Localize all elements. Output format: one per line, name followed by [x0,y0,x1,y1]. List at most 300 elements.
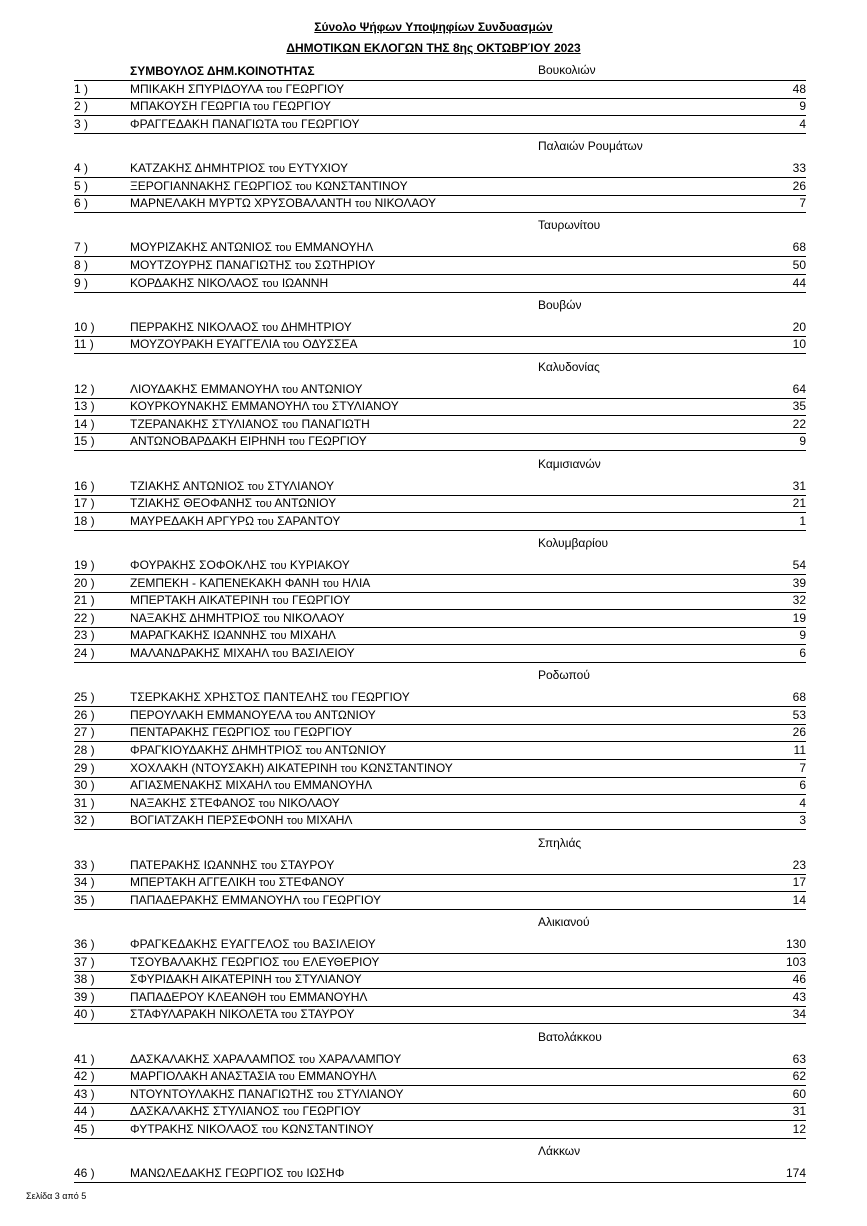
row-number: 46 ) [74,1166,95,1181]
candidate-surname: ΜΠΙΚΑΚΗ ΣΠΥΡΙΔΟΥΛΑ [130,81,263,96]
father-name: ΓΕΩΡΓΙΟΥ [291,593,351,608]
vote-count: 60 [792,1086,806,1101]
father-name: ΚΩΝΣΤΑΝΤΙΝΟΥ [360,760,453,775]
row-number: 8 ) [74,258,89,272]
vote-count: 68 [792,690,806,705]
father-connector: του [263,612,280,625]
row-number: 20 ) [74,575,95,590]
row-number: 10 ) [74,319,95,334]
father-connector: του [269,991,286,1004]
vote-count: 50 [792,258,806,272]
candidate-surname: ΜΑΡΝΕΛΑΚΗ ΜΥΡΤΩ ΧΡΥΣΟΒΑΛΑΝΤΗ [130,196,352,211]
vote-count: 33 [792,161,806,175]
vote-count: 14 [792,892,806,907]
table-row [74,688,806,707]
father-name: ΒΑΣΙΛΕΙΟΥ [291,646,355,660]
candidate-name [130,415,370,434]
candidate-name [130,1067,376,1086]
candidate-name [130,723,352,742]
region-label: Βουβών [538,297,582,312]
father-name: ΜΙΧΑΗΛ [289,628,336,643]
row-number: 9 ) [74,275,89,290]
vote-count: 22 [792,416,806,431]
candidate-surname: ΠΑΠΑΔΕΡΑΚΗΣ ΕΜΜΑΝΟΥΗΛ [130,892,300,907]
table-row [74,723,806,742]
table-row [74,256,806,275]
table-row [74,177,806,196]
row-number: 31 ) [74,795,95,810]
father-name: ΔΗΜΗΤΡΙΟΥ [280,319,352,334]
candidate-name [130,873,344,892]
table-row [74,811,806,830]
candidate-surname: ΣΦΥΡΙΔΑΚΗ ΑΙΚΑΤΕΡΙΝΗ [130,972,272,987]
father-connector: του [268,163,285,175]
row-number: 19 ) [74,558,95,572]
table-row [74,873,806,892]
row-number: 30 ) [74,778,95,793]
father-name: ΚΩΝΣΤΑΝΤΙΝΟΥ [281,1122,374,1136]
row-number: 23 ) [74,628,95,643]
table-row [74,644,806,663]
father-connector: του [272,595,289,608]
candidate-surname: ΧΟΧΛΑΚΗ (ΝΤΟΥΣΑΚΗ) ΑΙΚΑΤΕΡΙΝΗ [130,760,338,775]
father-connector: του [260,859,278,872]
row-number: 16 ) [74,478,95,493]
candidate-surname: ΠΕΡΡΑΚΗΣ ΝΙΚΟΛΑΟΣ [130,319,259,334]
candidate-surname: ΤΖΕΡΑΝΑΚΗΣ ΣΤΥΛΙΑΝΟΣ [130,416,279,431]
candidate-surname: ΠΑΤΕΡΑΚΗΣ ΙΩΑΝΝΗΣ [130,857,258,872]
candidate-name [130,274,328,293]
candidate-surname: ΑΓΙΑΣΜΕΝΑΚΗΣ ΜΙΧΑΗΛ [130,778,271,793]
vote-count: 6 [799,646,806,660]
row-number: 32 ) [74,813,95,828]
vote-count: 17 [792,875,806,890]
region-label: Καμισιανών [538,456,601,471]
father-name: ΜΙΧΑΗΛ [306,813,353,828]
candidate-surname: ΦΡΑΓΚΕΔΑΚΗΣ ΕΥΑΓΓΕΛΟΣ [130,937,290,951]
table-row [74,115,806,134]
father-connector: του [274,780,291,793]
row-number: 34 ) [74,875,95,890]
candidate-name [130,1085,404,1104]
father-connector: του [322,577,339,590]
father-name: ΣΤΑΥΡΟΥ [300,1007,355,1022]
candidate-surname: ΠΑΠΑΔΕΡΟΥ ΚΛΕΑΝΘΗ [130,989,267,1004]
row-number: 15 ) [74,434,95,449]
region-label: Λάκκων [538,1144,581,1159]
region-label: Βατολάκκου [538,1029,602,1044]
candidate-surname: ΔΑΣΚΑΛΑΚΗΣ ΧΑΡΑΛΑΜΠΟΣ [130,1051,296,1066]
row-number: 43 ) [74,1086,95,1101]
candidate-surname: ΠΕΡΟΥΛΑΚΗ ΕΜΜΑΝΟΥΕΛΑ [130,707,292,722]
father-connector: του [302,894,320,907]
table-row [74,953,806,972]
row-number: 7 ) [74,240,89,255]
candidate-surname: ΚΑΤΖΑΚΗΣ ΔΗΜΗΤΡΙΟΣ [130,161,266,175]
father-name: ΣΤΥΛΙΑΝΟΥ [294,972,362,987]
father-connector: του [258,797,275,810]
table-row [74,935,806,954]
father-name: ΓΕΩΡΓΙΟΥ [302,1104,362,1119]
father-connector: του [275,242,292,255]
father-name: ΧΑΡΑΛΑΜΠΟΥ [318,1051,402,1066]
candidate-name [130,432,367,451]
candidate-surname: ΣΤΑΦΥΛΑΡΑΚΗ ΝΙΚΟΛΕΤΑ [130,1007,278,1022]
candidate-surname: ΞΕΡΟΓΙΑΝΝΑΚΗΣ ΓΕΩΡΓΙΟΣ [130,178,293,193]
candidate-surname: ΜΠΕΡΤΑΚΗ ΑΓΓΕΛΙΚΗ [130,875,256,890]
candidate-name [130,574,370,593]
row-number: 14 ) [74,416,95,431]
candidate-name [130,988,367,1007]
father-connector: του [331,692,348,705]
candidate-name [130,591,350,610]
table-row [74,988,806,1007]
father-name: ΕΜΜΑΝΟΥΗΛ [289,989,368,1004]
father-name: ΝΙΚΟΛΑΟΥ [283,610,345,625]
father-name: ΕΥΤΥΧΙΟΥ [288,161,348,175]
row-number: 13 ) [74,399,95,414]
table-row [74,159,806,178]
region-label: Σπηλιάς [538,835,582,850]
vote-count: 9 [799,628,806,643]
candidate-surname: ΑΝΤΩΝΟΒΑΡΔΑΚΗ ΕΙΡΗΝΗ [130,434,286,449]
father-name: ΣΤΥΛΙΑΝΟΥ [331,399,399,414]
region-label: Παλαιών Ρουμάτων [538,139,643,153]
father-name: ΑΝΤΩΝΙΟΥ [324,743,387,757]
father-name: ΝΙΚΟΛΑΟΥ [374,196,437,211]
row-number: 25 ) [74,690,95,705]
row-number: 39 ) [74,989,95,1004]
candidate-surname: ΜΑΡΓΙΟΛΑΚΗ ΑΝΑΣΤΑΣΙΑ [130,1069,276,1084]
father-connector: του [282,1106,300,1119]
candidate-name [130,891,381,910]
vote-count: 35 [792,399,806,414]
father-connector: του [252,101,270,114]
table-row [74,415,806,434]
vote-count: 1 [799,513,806,528]
page-footer: Σελίδα 3 από 5 [26,1191,87,1201]
candidate-surname: ΜΟΥΖΟΥΡΑΚΗ ΕΥΑΓΓΕΛΙΑ [130,337,280,352]
candidate-surname: ΛΙΟΥΔΑΚΗΣ ΕΜΜΑΝΟΥΗΛ [130,381,279,396]
father-name: ΚΩΝΣΤΑΝΤΙΝΟΥ [315,178,408,193]
candidate-name [130,494,336,513]
father-name: ΝΙΚΟΛΑΟΥ [278,795,340,810]
father-name: ΣΑΡΑΝΤΟΥ [277,513,341,528]
table-row [74,477,806,496]
vote-count: 64 [792,381,806,396]
vote-count: 43 [792,989,806,1004]
vote-count: 26 [792,725,806,740]
vote-count: 9 [799,99,806,114]
father-name: ΒΑΣΙΛΕΙΟΥ [312,937,376,951]
row-number: 26 ) [74,707,95,722]
candidate-name [130,856,334,875]
table-row [74,1085,806,1104]
father-connector: του [317,1088,334,1101]
region-label: Καλυδονίας [538,359,600,374]
father-connector: του [295,709,312,722]
candidate-name [130,626,336,645]
table-row [74,970,806,989]
row-number: 29 ) [74,760,95,775]
table-row [74,1050,806,1069]
father-name: ΣΤΑΥΡΟΥ [280,857,335,872]
table-row [74,1120,806,1139]
row-number: 1 ) [74,81,89,96]
table-row [74,97,806,116]
candidate-surname: ΖΕΜΠΕΚΗ - ΚΑΠΕΝΕΚΑΚΗ ΦΑΝΗ [130,575,320,590]
candidate-name [130,256,375,275]
row-number: 40 ) [74,1007,95,1022]
vote-count: 11 [793,743,806,757]
table-row [74,80,806,99]
vote-count: 46 [792,972,806,987]
vote-count: 31 [792,1104,806,1119]
father-connector: του [273,727,291,740]
candidate-name [130,194,436,213]
page-title: Σύνολο Ψήφων Υποψηφίων Συνδυασμών [314,20,553,34]
candidate-name [130,953,379,972]
candidate-name [130,335,357,354]
column-header [74,62,806,81]
vote-count: 7 [799,196,806,211]
row-number: 45 ) [74,1122,95,1136]
father-connector: του [257,515,274,528]
candidate-name [130,688,410,707]
father-connector: του [292,939,310,951]
candidate-surname: ΜΟΥΤΖΟΥΡΗΣ ΠΑΝΑΓΙΩΤΗΣ [130,258,292,272]
candidate-name [130,1120,374,1139]
vote-count: 103 [785,954,806,969]
father-connector: του [271,648,289,660]
candidate-name [130,159,348,178]
vote-count: 53 [792,707,806,722]
table-row [74,1067,806,1086]
father-name: ΠΑΝΑΓΙΩΤΗ [301,416,370,431]
father-connector: του [270,630,287,643]
row-number: 11 ) [74,337,94,352]
table-row [74,318,806,337]
candidate-name [130,318,352,337]
father-connector: του [282,339,300,352]
column-label: ΣΥΜΒΟΥΛΟΣ ΔΗΜ.ΚΟΙΝΟΤΗΤΑΣ [130,64,315,78]
candidate-name [130,397,399,416]
candidate-name [130,477,334,496]
father-name: ΓΕΩΡΓΙΟΥ [308,434,367,449]
candidate-surname: ΝΑΞΑΚΗΣ ΔΗΜΗΤΡΙΟΣ [130,610,260,625]
father-name: ΣΤΕΦΑΝΟΥ [278,875,345,890]
candidate-surname: ΜΠΕΡΤΑΚΗ ΑΙΚΑΤΕΡΙΝΗ [130,593,269,608]
candidate-surname: ΜΟΥΡΙΖΑΚΗΣ ΑΝΤΩΝΙΟΣ [130,240,272,255]
vote-count: 3 [799,813,806,828]
table-row [74,891,806,910]
candidate-name [130,609,345,628]
candidate-surname: ΦΥΤΡΑΚΗΣ ΝΙΚΟΛΑΟΣ [130,1122,259,1136]
vote-count: 7 [799,760,806,775]
candidate-name [130,970,362,989]
father-connector: του [305,745,322,757]
candidate-name [130,794,340,813]
candidate-name [130,80,344,99]
father-name: ΣΤΥΛΙΑΝΟΥ [336,1086,404,1101]
vote-count: 68 [792,240,806,255]
father-name: ΑΝΤΩΝΙΟΥ [274,496,337,511]
father-name: ΗΛΙΑ [342,575,371,590]
row-number: 41 ) [74,1051,95,1066]
vote-count: 20 [792,319,806,334]
vote-count: 23 [792,857,806,872]
vote-count: 21 [792,496,806,511]
page-subtitle: ΔΗΜΟΤΙΚΩΝ ΕΚΛΟΓΩΝ ΤΗΣ 8ης ΟΚΤΩΒΡΊΟΥ 2023 [286,41,581,55]
father-connector: του [288,436,305,449]
candidate-surname: ΔΑΣΚΑΛΑΚΗΣ ΣΤΥΛΙΑΝΟΣ [130,1104,280,1119]
row-number: 24 ) [74,646,95,660]
row-number: 44 ) [74,1104,95,1119]
row-number: 22 ) [74,610,95,625]
vote-count: 174 [785,1166,806,1181]
candidate-surname: ΜΑΛΑΝΔΡΑΚΗΣ ΜΙΧΑΗΛ [130,646,269,660]
table-row [74,794,806,813]
father-name: ΓΕΩΡΓΙΟΥ [272,99,332,114]
father-name: ΓΕΩΡΓΙΟΥ [351,690,410,705]
table-row [74,238,806,257]
candidate-surname: ΜΑΝΩΛΕΔΑΚΗΣ ΓΕΩΡΓΙΟΣ [130,1166,284,1181]
candidate-name [130,97,331,116]
candidate-surname: ΜΠΑΚΟΥΣΗ ΓΕΩΡΓΙΑ [130,99,250,114]
table-row [74,380,806,399]
father-connector: του [270,560,287,572]
candidate-surname: ΤΖΙΑΚΗΣ ΑΝΤΩΝΙΟΣ [130,478,245,493]
father-name: ΓΕΩΡΓΙΟΥ [322,892,382,907]
table-row [74,776,806,795]
father-connector: του [281,118,298,131]
candidate-name [130,811,352,830]
row-number: 12 ) [74,381,95,396]
father-name: ΓΕΩΡΓΙΟΥ [293,725,353,740]
vote-count: 4 [799,795,806,810]
father-connector: του [340,762,357,775]
region-label: Κολυμβαρίου [538,536,609,550]
row-number: 17 ) [74,496,95,511]
row-number: 5 ) [74,178,89,193]
father-name: ΟΔΥΣΣΕΑ [302,337,358,352]
candidate-surname: ΦΟΥΡΑΚΗΣ ΣΟΦΟΚΛΗΣ [130,558,267,572]
candidate-surname: ΝΤΟΥΝΤΟΥΛΑΚΗΣ ΠΑΝΑΓΙΩΤΗΣ [130,1086,314,1101]
candidate-name [130,1102,361,1121]
father-connector: του [261,321,279,334]
father-connector: του [312,401,329,414]
vote-count: 19 [792,610,806,625]
vote-count: 26 [792,178,806,193]
row-number: 18 ) [74,513,95,528]
vote-count: 10 [792,337,806,352]
candidate-surname: ΝΑΞΑΚΗΣ ΣΤΕΦΑΝΟΣ [130,795,256,810]
father-connector: του [286,1168,304,1181]
father-connector: του [275,974,292,987]
father-connector: του [354,198,372,211]
table-row [74,556,806,575]
father-connector: του [281,418,299,431]
candidate-surname: ΚΟΡΔΑΚΗΣ ΝΙΚΟΛΑΟΣ [130,275,259,290]
candidate-surname: ΤΣΕΡΚΑΚΗΣ ΧΡΗΣΤΟΣ ΠΑΝΤΕΛΗΣ [130,690,329,705]
father-name: ΑΝΤΩΝΙΟΥ [314,707,376,722]
row-number: 3 ) [74,116,89,131]
candidate-name [130,776,372,795]
father-connector: του [278,1071,295,1084]
candidate-surname: ΚΟΥΡΚΟΥΝΑΚΗΣ ΕΜΜΑΝΟΥΗΛ [130,399,309,414]
table-row [74,706,806,725]
candidate-name [130,1005,354,1024]
row-number: 33 ) [74,857,95,872]
candidate-name [130,380,363,399]
father-name: ΕΛΕΥΘΕΡΙΟΥ [302,954,380,969]
table-row [74,494,806,513]
candidate-surname: ΠΕΝΤΑΡΑΚΗΣ ΓΕΩΡΓΙΟΣ [130,725,271,740]
father-connector: του [255,498,272,511]
region-label: Ροδωπού [538,668,590,683]
candidate-name [130,512,340,531]
candidate-name [130,759,453,778]
table-row [74,759,806,778]
candidate-name [130,556,350,575]
father-connector: του [286,815,304,828]
vote-count: 4 [799,116,806,131]
table-row [74,591,806,610]
row-number: 28 ) [74,743,95,757]
candidate-name [130,741,386,760]
vote-count: 32 [792,593,806,608]
father-name: ΣΩΤΗΡΙΟΥ [314,258,376,272]
region-label: Αλικιανού [538,915,590,929]
table-row [74,274,806,293]
candidate-name [130,1164,344,1183]
candidate-name [130,935,376,954]
father-name: ΓΕΩΡΓΙΟΥ [301,116,360,131]
candidate-surname: ΜΑΥΡΕΔΑΚΗ ΑΡΓΥΡΩ [130,513,255,528]
father-connector: του [282,956,300,969]
candidate-name [130,1050,401,1069]
table-row [74,609,806,628]
father-name: ΕΜΜΑΝΟΥΗΛ [293,778,373,793]
father-connector: του [295,180,312,193]
father-connector: του [247,480,264,493]
region-label: Βουκολιών [538,63,596,77]
father-connector: του [281,383,299,396]
candidate-name [130,115,359,134]
candidate-surname: ΦΡΑΓΓΕΔΑΚΗ ΠΑΝΑΓΙΩΤΑ [130,116,278,131]
vote-count: 9 [799,434,806,449]
candidate-surname: ΦΡΑΓΚΙΟΥΔΑΚΗΣ ΔΗΜΗΤΡΙΟΣ [130,743,303,757]
row-number: 42 ) [74,1069,95,1084]
vote-count: 54 [792,558,806,572]
father-name: ΕΜΜΑΝΟΥΗΛ [298,1069,377,1084]
vote-count: 130 [785,937,806,951]
candidate-name [130,177,408,196]
father-connector: του [265,83,283,96]
vote-count: 31 [792,478,806,493]
vote-count: 62 [792,1069,806,1084]
row-number: 37 ) [74,954,95,969]
table-row [74,626,806,645]
father-name: ΓΕΩΡΓΙΟΥ [285,81,345,96]
candidate-surname: ΒΟΓΙΑΤΖΑΚΗ ΠΕΡΣΕΦΟΝΗ [130,813,284,828]
vote-count: 39 [792,575,806,590]
row-number: 36 ) [74,937,95,951]
table-row [74,856,806,875]
candidate-surname: ΤΖΙΑΚΗΣ ΘΕΟΦΑΝΗΣ [130,496,253,511]
row-number: 35 ) [74,892,95,907]
table-row [74,1164,806,1183]
